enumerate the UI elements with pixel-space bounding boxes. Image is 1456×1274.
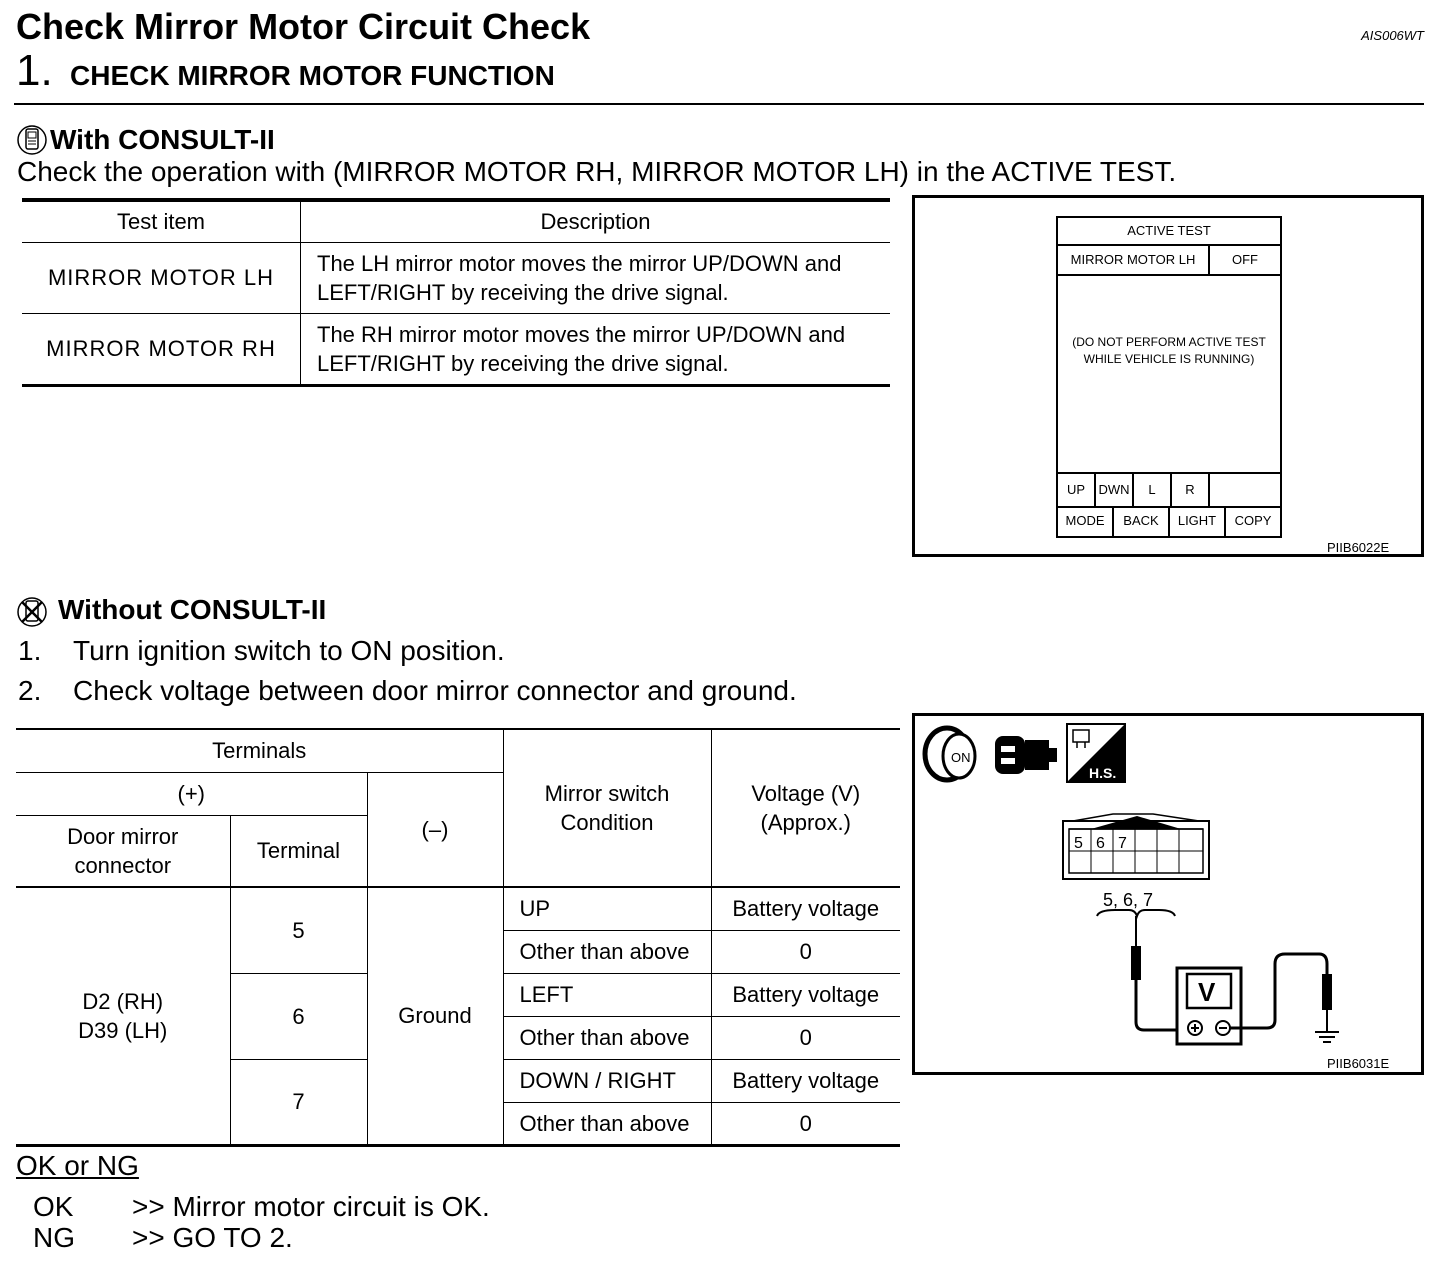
table-header-row [22,200,890,243]
result-text-ng: >> GO TO 2. [132,1222,293,1253]
meter-label: V [1198,977,1216,1007]
screen-button-right[interactable]: R [1172,474,1210,506]
table-header-row [16,729,900,772]
screen-title: ACTIVE TEST [1058,218,1280,246]
header-connector-line: Door mirror [67,823,179,849]
connector-cell [16,887,230,1145]
ground-icon [1315,1032,1339,1042]
connector-line: D39 (LH) [78,1017,168,1043]
voltage-cell: 0 [711,1016,900,1059]
condition-cell: UP [503,887,711,930]
without-consult-title: Without CONSULT-II [58,594,327,625]
screen-button-row [1058,506,1280,536]
header-connector-line: connector [74,852,172,878]
description-line: LEFT/RIGHT by receiving the drive signal. [317,280,729,305]
header-terminal: Terminal [230,815,367,887]
header-plus: (+) [16,772,367,815]
header-description: Description [301,200,891,243]
header-test-item: Test item [22,200,301,243]
header-minus: (–) [367,772,503,887]
step-item-text: Check voltage between door mirror connector and ground. [73,675,797,706]
with-consult-title: With CONSULT-II [50,124,275,155]
header-condition-line: Mirror switch [544,781,670,806]
warning-line: WHILE VEHICLE IS RUNNING) [1083,352,1255,366]
harness-connector [1063,814,1209,879]
step-title: CHECK MIRROR MOTOR FUNCTION [70,60,555,91]
screen-button-copy[interactable]: COPY [1234,513,1272,528]
header-condition-line: Condition [560,810,654,835]
test-item-cell: MIRROR MOTOR RH [22,314,301,386]
pin-label: 5 [1074,835,1083,852]
page-title: Check Mirror Motor Circuit Check [16,6,591,47]
table-row [22,314,890,386]
ignition-key-icon [925,728,975,780]
voltage-cell: Battery voltage [711,887,900,930]
result-key-ng: NG [33,1222,75,1253]
header-connector [16,815,230,887]
probe-positive [1131,946,1141,980]
probe-negative [1322,974,1332,1010]
table-row [22,243,890,314]
doc-code: AIS006WT [1361,28,1424,43]
screen-item: MIRROR MOTOR LH [1058,246,1210,276]
condition-cell: DOWN / RIGHT [503,1059,711,1102]
probe-wire-negative [1230,954,1327,1028]
voltage-table [16,728,900,1147]
description-cell [301,243,891,314]
description-line: LEFT/RIGHT by receiving the drive signal. [317,351,729,376]
condition-cell: Other than above [503,930,711,973]
screen-button-left[interactable]: L [1134,474,1172,506]
step-item-number: 2. [18,675,42,706]
screen-button-down[interactable]: DWN [1096,474,1134,506]
pin-group-label: 5, 6, 7 [1103,890,1154,910]
header-voltage-line: Voltage (V) [751,781,861,806]
step-item-text: Turn ignition switch to ON position. [73,635,505,666]
voltage-diagram [915,716,1421,1072]
description-line: The LH mirror motor moves the mirror UP/DOWN and [317,251,842,276]
pin-brace [1097,910,1175,916]
connector-line: D2 (RH) [82,988,164,1014]
pin-label: 6 [1096,835,1105,852]
test-item-cell: MIRROR MOTOR LH [22,243,301,314]
description-line: The RH mirror motor moves the mirror UP/DOWN and [317,322,846,347]
header-terminals: Terminals [16,729,503,772]
hs-label: H.S. [1089,765,1117,781]
figure-code: PIIB6022E [1327,540,1390,555]
voltage-cell: 0 [711,1102,900,1145]
voltage-cell: Battery voltage [711,1059,900,1102]
consult-screen-figure [912,195,1424,557]
condition-cell: Other than above [503,1102,711,1145]
screen-button-back[interactable]: BACK [1114,506,1170,536]
condition-cell: Other than above [503,1016,711,1059]
ign-on-label: ON [951,750,971,765]
connector-icon [995,736,1057,774]
condition-cell: LEFT [503,973,711,1016]
result-title: OK or NG [16,1150,139,1181]
screen-button-up[interactable]: UP [1058,474,1096,506]
screen-button-light[interactable]: LIGHT [1170,506,1226,536]
screen-button-mode[interactable]: MODE [1058,506,1114,536]
terminal-cell: 7 [230,1059,367,1145]
active-test-table [22,198,890,387]
step-item-number: 1. [18,635,42,666]
header-rule [14,103,1424,105]
header-voltage [711,729,900,887]
with-consult-instruction: Check the operation with (MIRROR MOTOR RH, MIRROR MOTOR LH) in the ACTIVE TEST. [17,156,1177,187]
result-key-ok: OK [33,1191,74,1222]
ground-cell: Ground [367,887,503,1145]
voltage-cell: 0 [711,930,900,973]
terminal-cell: 5 [230,887,367,973]
warning-line: (DO NOT PERFORM ACTIVE TEST [1072,335,1266,349]
screen-warning [1058,334,1280,368]
no-consult-icon [16,596,48,633]
step-number: 1. [16,46,53,95]
header-condition [503,729,711,887]
screen-value: OFF [1210,246,1280,276]
consult-screen [1056,216,1282,538]
harness-side-icon [1067,724,1125,782]
pin-label: 7 [1118,835,1127,852]
result-text-ok: >> Mirror motor circuit is OK. [132,1191,490,1222]
terminal-cell: 6 [230,973,367,1059]
voltmeter [1177,968,1241,1044]
voltage-cell: Battery voltage [711,973,900,1016]
table-row [16,887,900,930]
screen-button-row [1058,472,1280,508]
voltage-diagram-figure [912,713,1424,1075]
description-cell [301,314,891,386]
header-voltage-line: (Approx.) [760,810,851,835]
figure-code: PIIB6031E [1327,1056,1390,1071]
